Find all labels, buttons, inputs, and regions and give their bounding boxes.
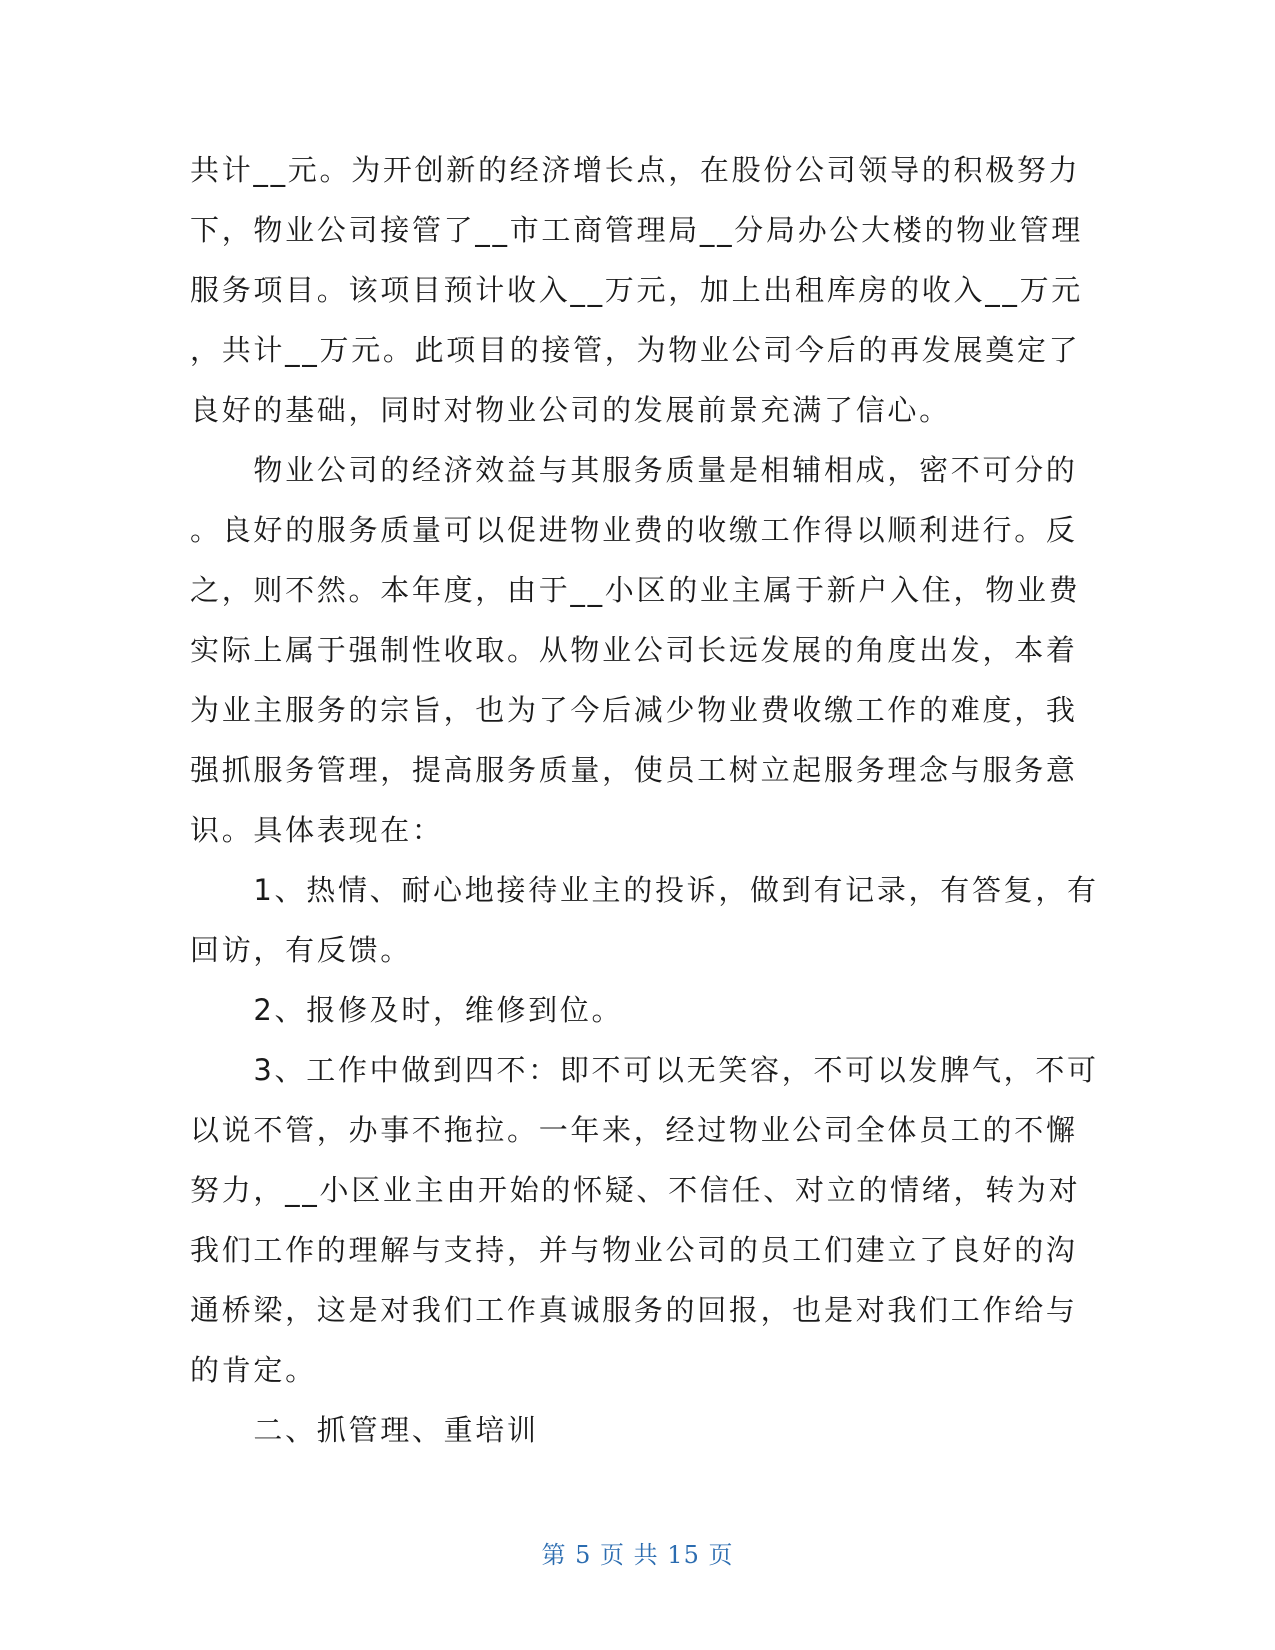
text-line: 良好的基础，同时对物业公司的发展前景充满了信心。 — [190, 393, 951, 427]
section-heading: 二、抓管理、重培训 — [190, 1413, 539, 1447]
text-line: ，共计__万元。此项目的接管，为物业公司今后的再发展奠定了 — [190, 333, 1081, 367]
text-line: 以说不管，办事不拖拉。一年来，经过物业公司全体员工的不懈 — [190, 1113, 1078, 1147]
document-body — [190, 140, 1099, 1460]
page-number-footer: 第 5 页 共 15 页 — [541, 1541, 734, 1569]
text-line: 回访，有反馈。 — [190, 933, 412, 967]
text-line: 为业主服务的宗旨，也为了今后减少物业费收缴工作的难度，我 — [190, 693, 1078, 727]
text-line: 通桥梁，这是对我们工作真诚服务的回报，也是对我们工作给与 — [190, 1293, 1078, 1327]
list-item: 1、热情、耐心地接待业主的投诉，做到有记录，有答复，有 — [190, 873, 1099, 907]
text-line: 下，物业公司接管了__市工商管理局__分局办公大楼的物业管理 — [190, 213, 1084, 247]
text-line: 物业公司的经济效益与其服务质量是相辅相成，密不可分的 — [190, 453, 1078, 487]
text-line: 之，则不然。本年度，由于__小区的业主属于新户入住，物业费 — [190, 573, 1081, 607]
list-item: 2、报修及时，维修到位。 — [190, 993, 624, 1027]
text-line: 。良好的服务质量可以促进物业费的收缴工作得以顺利进行。反 — [190, 513, 1078, 547]
text-line: 努力，__小区业主由开始的怀疑、不信任、对立的情绪，转为对 — [190, 1173, 1081, 1207]
text-line: 识。具体表现在： — [190, 813, 444, 847]
list-item: 3、工作中做到四不：即不可以无笑容，不可以发脾气，不可 — [190, 1053, 1099, 1087]
text-line: 的肯定。 — [190, 1353, 317, 1387]
text-line: 实际上属于强制性收取。从物业公司长远发展的角度出发，本着 — [190, 633, 1078, 667]
text-line: 强抓服务管理，提高服务质量，使员工树立起服务理念与服务意 — [190, 753, 1078, 787]
text-line: 共计__元。为开创新的经济增长点，在股份公司领导的积极努力 — [190, 153, 1081, 187]
text-line: 服务项目。该项目预计收入__万元，加上出租库房的收入__万元 — [190, 273, 1084, 307]
text-line: 我们工作的理解与支持，并与物业公司的员工们建立了良好的沟 — [190, 1233, 1078, 1267]
